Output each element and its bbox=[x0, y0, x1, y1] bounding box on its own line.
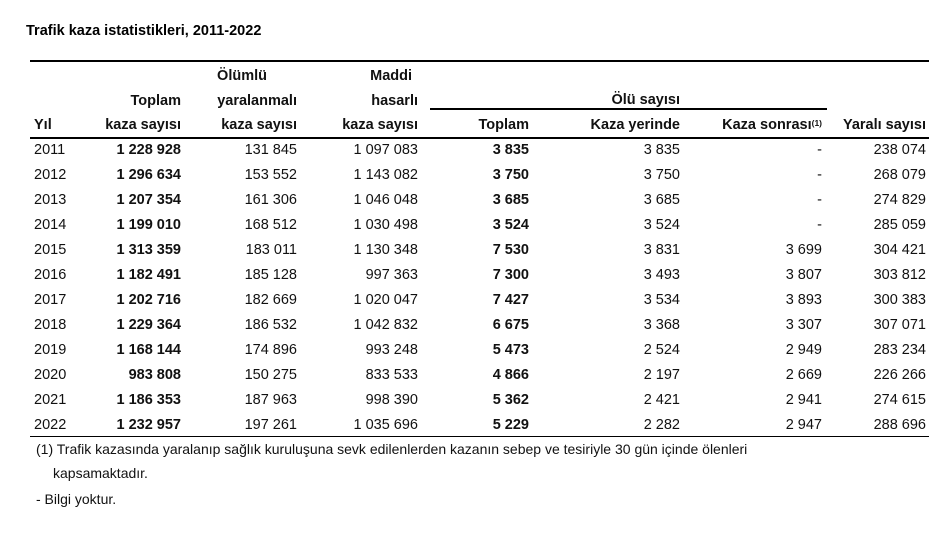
cell-kaza-yerinde: 3 534 bbox=[643, 292, 680, 308]
cell-olumlu-kaza: 183 011 bbox=[245, 242, 297, 258]
cell-maddi-kaza: 1 046 048 bbox=[353, 192, 418, 208]
cell-maddi-kaza: 1 030 498 bbox=[353, 217, 418, 233]
cell-kaza-sonrasi: - bbox=[817, 167, 822, 183]
footnote-ref-1: (1) bbox=[811, 118, 822, 128]
cell-yarali: 285 059 bbox=[873, 217, 926, 233]
cell-kaza-yerinde: 3 493 bbox=[643, 267, 680, 283]
cell-yarali: 303 812 bbox=[873, 267, 926, 283]
header-yil: Yıl bbox=[34, 117, 52, 133]
cell-yil: 2022 bbox=[34, 417, 67, 433]
header-maddi-line1: Maddi bbox=[370, 68, 412, 84]
header-kaza-sonrasi-label: Kaza sonrası bbox=[722, 117, 812, 133]
cell-olu-toplam: 7 300 bbox=[492, 267, 529, 283]
cell-yarali: 288 696 bbox=[873, 417, 926, 433]
footnote-1-line2: kapsamaktadır. bbox=[53, 465, 148, 481]
cell-yarali: 300 383 bbox=[873, 292, 926, 308]
cell-olu-toplam: 3 524 bbox=[492, 217, 529, 233]
cell-kaza-yerinde: 3 831 bbox=[643, 242, 680, 258]
header-olumlu-line3: kaza sayısı bbox=[221, 117, 297, 133]
cell-maddi-kaza: 998 390 bbox=[365, 392, 418, 408]
cell-olumlu-kaza: 161 306 bbox=[244, 192, 297, 208]
cell-yil: 2019 bbox=[34, 342, 67, 358]
cell-toplam-kaza: 1 228 928 bbox=[116, 142, 181, 158]
header-maddi-line3: kaza sayısı bbox=[342, 117, 418, 133]
cell-olumlu-kaza: 150 275 bbox=[244, 367, 297, 383]
table-row bbox=[0, 188, 951, 213]
cell-toplam-kaza: 1 199 010 bbox=[116, 217, 181, 233]
cell-yil: 2015 bbox=[34, 242, 67, 258]
header-olu-toplam: Toplam bbox=[478, 117, 529, 133]
header-toplam-line2: kaza sayısı bbox=[105, 117, 181, 133]
cell-kaza-yerinde: 3 750 bbox=[643, 167, 680, 183]
cell-olu-toplam: 5 473 bbox=[492, 342, 529, 358]
cell-kaza-yerinde: 2 524 bbox=[643, 342, 680, 358]
cell-yarali: 238 074 bbox=[873, 142, 926, 158]
cell-olumlu-kaza: 168 512 bbox=[244, 217, 297, 233]
cell-kaza-sonrasi: 2 941 bbox=[785, 392, 822, 408]
cell-yil: 2016 bbox=[34, 267, 67, 283]
table-row bbox=[0, 388, 951, 413]
cell-kaza-yerinde: 3 685 bbox=[643, 192, 680, 208]
cell-kaza-yerinde: 2 197 bbox=[643, 367, 680, 383]
cell-maddi-kaza: 993 248 bbox=[365, 342, 418, 358]
cell-yil: 2013 bbox=[34, 192, 67, 208]
cell-olumlu-kaza: 174 896 bbox=[244, 342, 297, 358]
cell-yil: 2021 bbox=[34, 392, 67, 408]
cell-toplam-kaza: 1 313 359 bbox=[116, 242, 181, 258]
cell-olu-toplam: 7 427 bbox=[492, 292, 529, 308]
cell-olu-toplam: 3 835 bbox=[492, 142, 529, 158]
cell-kaza-yerinde: 2 282 bbox=[643, 417, 680, 433]
cell-yil: 2017 bbox=[34, 292, 67, 308]
table-row bbox=[0, 263, 951, 288]
cell-yarali: 304 421 bbox=[873, 242, 926, 258]
cell-yil: 2018 bbox=[34, 317, 67, 333]
olu-sayisi-group-rule bbox=[430, 108, 827, 110]
cell-toplam-kaza: 1 207 354 bbox=[116, 192, 181, 208]
cell-olu-toplam: 5 362 bbox=[492, 392, 529, 408]
cell-kaza-sonrasi: - bbox=[817, 142, 822, 158]
cell-kaza-yerinde: 3 368 bbox=[643, 317, 680, 333]
cell-yarali: 226 266 bbox=[873, 367, 926, 383]
cell-kaza-sonrasi: 2 669 bbox=[785, 367, 822, 383]
cell-maddi-kaza: 1 143 082 bbox=[353, 167, 418, 183]
cell-olumlu-kaza: 197 261 bbox=[244, 417, 297, 433]
cell-kaza-sonrasi: 3 699 bbox=[785, 242, 822, 258]
table-bottom-rule bbox=[30, 436, 929, 437]
cell-toplam-kaza: 1 232 957 bbox=[116, 417, 181, 433]
cell-yil: 2014 bbox=[34, 217, 67, 233]
table-row bbox=[0, 138, 951, 163]
cell-kaza-sonrasi: - bbox=[817, 217, 822, 233]
header-maddi-line2: hasarlı bbox=[371, 93, 418, 109]
cell-olumlu-kaza: 153 552 bbox=[244, 167, 297, 183]
cell-olumlu-kaza: 182 669 bbox=[244, 292, 297, 308]
cell-yarali: 268 079 bbox=[873, 167, 926, 183]
cell-olu-toplam: 7 530 bbox=[492, 242, 529, 258]
cell-maddi-kaza: 1 020 047 bbox=[353, 292, 418, 308]
cell-toplam-kaza: 983 808 bbox=[128, 367, 181, 383]
cell-olu-toplam: 3 750 bbox=[492, 167, 529, 183]
header-olu-sayisi-group: Ölü sayısı bbox=[611, 92, 680, 108]
table-top-rule bbox=[30, 60, 929, 62]
header-toplam-line1: Toplam bbox=[130, 93, 181, 109]
cell-olu-toplam: 4 866 bbox=[492, 367, 529, 383]
footnote-1-line1: (1) Trafik kazasında yaralanıp sağlık kuruluşuna sevk edilenlerden kazanın sebep ve tesiriyle 30 gün içinde ölenleri bbox=[36, 441, 748, 457]
table-row bbox=[0, 413, 951, 438]
cell-maddi-kaza: 1 097 083 bbox=[353, 142, 418, 158]
header-olumlu-line2: yaralanmalı bbox=[217, 93, 297, 109]
table-row bbox=[0, 163, 951, 188]
cell-kaza-sonrasi: 3 807 bbox=[785, 267, 822, 283]
cell-kaza-sonrasi: - bbox=[817, 192, 822, 208]
cell-kaza-yerinde: 2 421 bbox=[643, 392, 680, 408]
cell-toplam-kaza: 1 202 716 bbox=[116, 292, 181, 308]
table-row bbox=[0, 238, 951, 263]
header-olumlu-line1: Ölümlü bbox=[217, 68, 267, 84]
footnote-2: - Bilgi yoktur. bbox=[36, 491, 117, 507]
cell-kaza-sonrasi: 3 893 bbox=[785, 292, 822, 308]
cell-olu-toplam: 3 685 bbox=[492, 192, 529, 208]
table-body bbox=[0, 138, 951, 438]
cell-yarali: 283 234 bbox=[873, 342, 926, 358]
cell-yil: 2012 bbox=[34, 167, 67, 183]
cell-olu-toplam: 5 229 bbox=[492, 417, 529, 433]
cell-maddi-kaza: 1 130 348 bbox=[353, 242, 418, 258]
table-row bbox=[0, 338, 951, 363]
cell-kaza-yerinde: 3 524 bbox=[643, 217, 680, 233]
table-row bbox=[0, 363, 951, 388]
table-row bbox=[0, 313, 951, 338]
cell-kaza-yerinde: 3 835 bbox=[643, 142, 680, 158]
header-kaza-yerinde: Kaza yerinde bbox=[590, 117, 680, 133]
cell-yarali: 307 071 bbox=[873, 317, 926, 333]
cell-yarali: 274 615 bbox=[873, 392, 926, 408]
cell-olumlu-kaza: 187 963 bbox=[244, 392, 297, 408]
cell-yil: 2011 bbox=[34, 142, 66, 158]
cell-maddi-kaza: 1 042 832 bbox=[353, 317, 418, 333]
cell-yarali: 274 829 bbox=[873, 192, 926, 208]
cell-olumlu-kaza: 186 532 bbox=[244, 317, 297, 333]
cell-toplam-kaza: 1 168 144 bbox=[116, 342, 181, 358]
cell-yil: 2020 bbox=[34, 367, 67, 383]
cell-toplam-kaza: 1 296 634 bbox=[116, 167, 181, 183]
cell-maddi-kaza: 833 533 bbox=[365, 367, 418, 383]
cell-toplam-kaza: 1 186 353 bbox=[116, 392, 181, 408]
header-kaza-sonrasi bbox=[690, 113, 822, 137]
header-yarali: Yaralı sayısı bbox=[842, 117, 926, 133]
table-row bbox=[0, 288, 951, 313]
cell-olu-toplam: 6 675 bbox=[492, 317, 529, 333]
cell-kaza-sonrasi: 2 947 bbox=[785, 417, 822, 433]
cell-maddi-kaza: 1 035 696 bbox=[353, 417, 418, 433]
cell-kaza-sonrasi: 2 949 bbox=[785, 342, 822, 358]
page-title: Trafik kaza istatistikleri, 2011-2022 bbox=[26, 23, 262, 39]
table-row bbox=[0, 213, 951, 238]
cell-olumlu-kaza: 131 845 bbox=[244, 142, 297, 158]
cell-maddi-kaza: 997 363 bbox=[365, 267, 418, 283]
cell-toplam-kaza: 1 182 491 bbox=[116, 267, 181, 283]
cell-kaza-sonrasi: 3 307 bbox=[785, 317, 822, 333]
cell-toplam-kaza: 1 229 364 bbox=[116, 317, 181, 333]
cell-olumlu-kaza: 185 128 bbox=[244, 267, 297, 283]
